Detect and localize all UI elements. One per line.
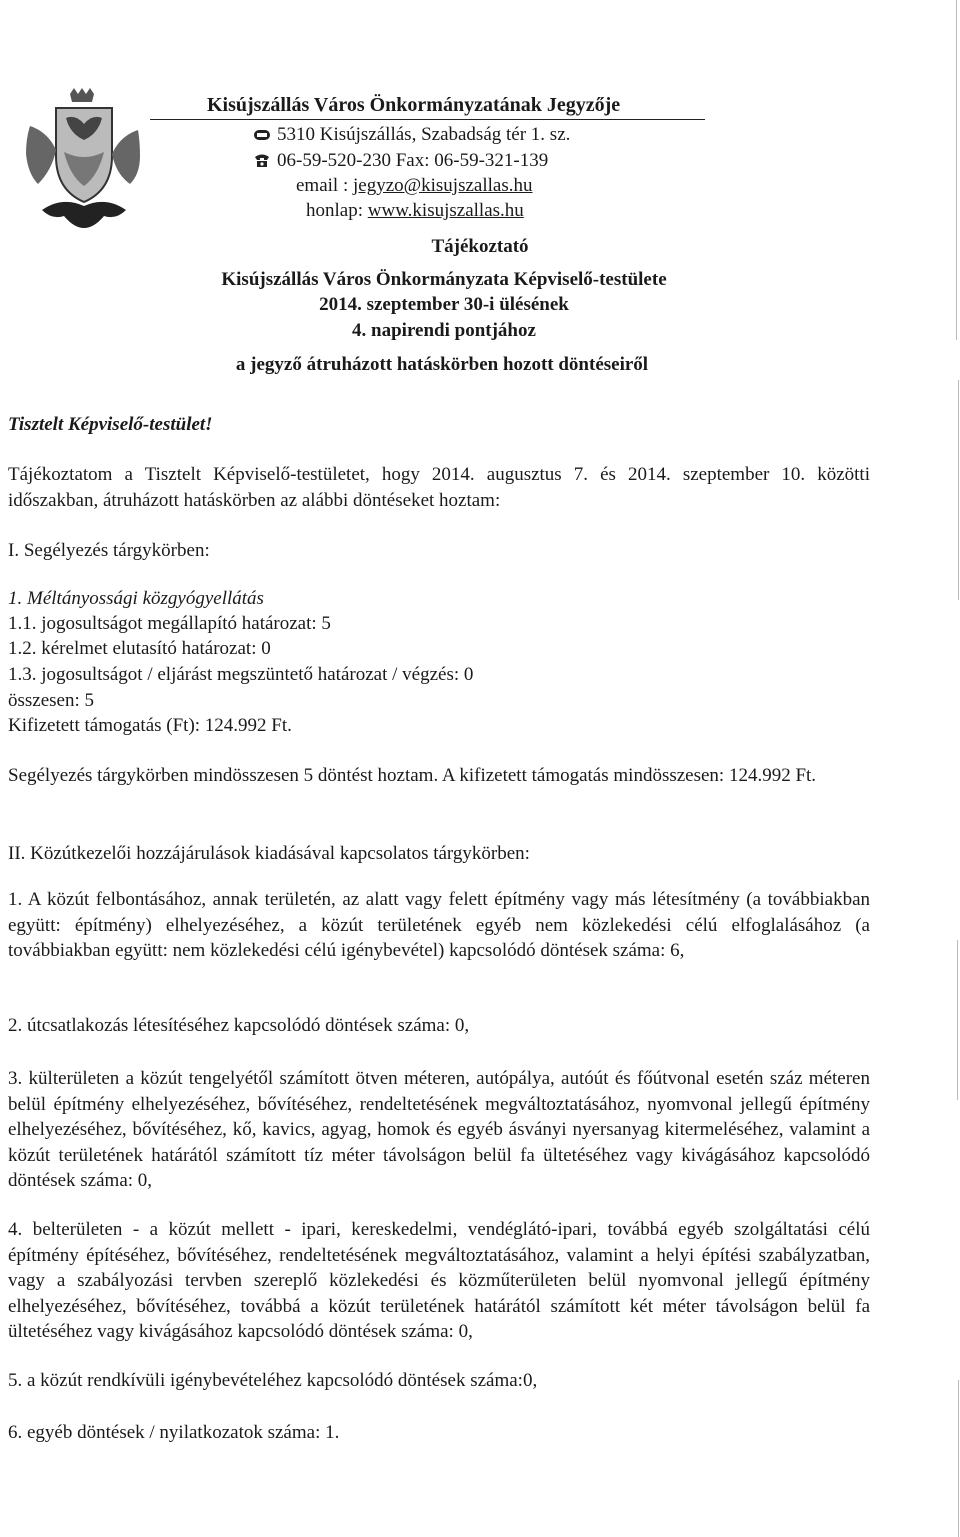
section1-heading: I. Segélyezés tárgykörben: xyxy=(8,540,210,561)
telephone-icon xyxy=(253,152,271,168)
section1-total: összesen: 5 xyxy=(8,690,95,711)
title-agenda-item: 4. napirendi pontjához xyxy=(352,320,536,341)
title-body-name: Kisújszállás Város Önkormányzata Képviselő-testülete xyxy=(221,269,667,290)
section2-item-4: 4. belterületen - a közút mellett - ipari, kereskedelmi, vendéglátó-ipari, továbbá egyéb szolgáltatási célú építmény építéséhez, bővítéséhez, rendeltetésének megváltoztatásához, valamint a helyi építési szabályzatban, vagy a szabályozási tervben szereplő közlekedési és közműterületen belül nyomvonal jellegű építmény elhelyezéséhez, bővítéséhez, továbbá a közút területének határától számított két méter távolságon belül fa ültetéséhez vagy kivágásához kapcsolódó döntések száma: 0, xyxy=(8,1219,870,1342)
address-text: 5310 Kisújszállás, Szabadság tér 1. sz. xyxy=(277,124,571,145)
section1-subheading: 1. Méltányossági közgyógyellátás xyxy=(8,588,264,609)
address-line xyxy=(253,125,570,145)
intro-paragraph: Tájékoztatom a Tisztelt Képviselő-testületet, hogy 2014. augusztus 7. és 2014. szeptember 10. közötti időszakban, átruházott hatáskörben az alábbi döntéseket hoztam: xyxy=(8,464,870,511)
title-session-date: 2014. szeptember 30-i ülésének xyxy=(319,294,569,315)
salutation: Tisztelt Képviselő-testület! xyxy=(8,414,213,435)
email-label: email : xyxy=(296,175,353,196)
web-line xyxy=(306,201,524,221)
scan-edge-mark xyxy=(957,940,958,1100)
header-divider xyxy=(150,119,705,120)
section1-item-1: 1.1. jogosultságot megállapító határozat: 5 xyxy=(8,613,331,634)
section1-paid-amount: Kifizetett támogatás (Ft): 124.992 Ft. xyxy=(8,715,292,736)
scan-edge-mark xyxy=(956,0,957,340)
title-heading: Tájékoztató xyxy=(431,236,529,257)
web-link[interactable]: www.kisujszallas.hu xyxy=(367,200,524,221)
section2-heading: II. Közútkezelői hozzájárulások kiadásával kapcsolatos tárgykörben: xyxy=(8,843,530,864)
phone-line xyxy=(253,151,548,171)
email-link[interactable]: jegyzo@kisujszallas.hu xyxy=(352,175,533,196)
organization-name: Kisújszállás Város Önkormányzatának Jegyzője xyxy=(207,94,621,116)
section1-item-3: 1.3. jogosultságot / eljárást megszüntető határozat / végzés: 0 xyxy=(8,664,474,685)
coat-of-arms-logo xyxy=(26,86,142,236)
section1-summary: Segélyezés tárgykörben mindösszesen 5 döntést hoztam. A kifizetett támogatás mindösszesen: 124.992 Ft. xyxy=(8,765,817,786)
scan-edge-mark xyxy=(958,380,959,600)
title-subject: a jegyző átruházott hatáskörben hozott döntéseiről xyxy=(235,354,649,375)
section2-item-1: 1. A közút felbontásához, annak területén, az alatt vagy felett építmény vagy más létesítmény (a továbbiakban együtt: építmény) elhelyezéséhez, a közút területének egyéb nem közlekedési célú elfoglalásához (a továbbiakban együtt: nem közlekedési célú igénybevétel) kapcsolódó döntések száma: 6, xyxy=(8,889,870,961)
scan-edge-mark xyxy=(958,1380,959,1537)
section2-item-3: 3. külterületen a közút tengelyétől számított ötven méteren, autópálya, autóút és főútvonal esetén száz méteren belül építmény elhelyezéséhez, bővítéséhez, rendeltetésének megváltoztatásához, nyomvonal jellegű építmény elhelyezéséhez, bővítéséhez, kő, kavics, agyag, homok és egyéb ásványi nyersanyag kitermeléséhez, valamint a közút területének határától számított tíz méter távolságon belül fa ültetéséhez vagy kivágásához kapcsolódó döntések száma: 0, xyxy=(8,1068,870,1191)
email-line xyxy=(296,176,532,196)
section2-item-6: 6. egyéb döntések / nyilatkozatok száma: 1. xyxy=(8,1422,340,1443)
mailbox-icon xyxy=(253,126,271,142)
phone-fax-text: 06-59-520-230 Fax: 06-59-321-139 xyxy=(277,150,549,171)
section2-item-2: 2. útcsatlakozás létesítéséhez kapcsolódó döntések száma: 0, xyxy=(8,1015,470,1036)
web-label: honlap: xyxy=(306,200,368,221)
section2-item-5: 5. a közút rendkívüli igénybevételéhez kapcsolódó döntések száma:0, xyxy=(8,1370,538,1391)
section1-item-2: 1.2. kérelmet elutasító határozat: 0 xyxy=(8,638,271,659)
